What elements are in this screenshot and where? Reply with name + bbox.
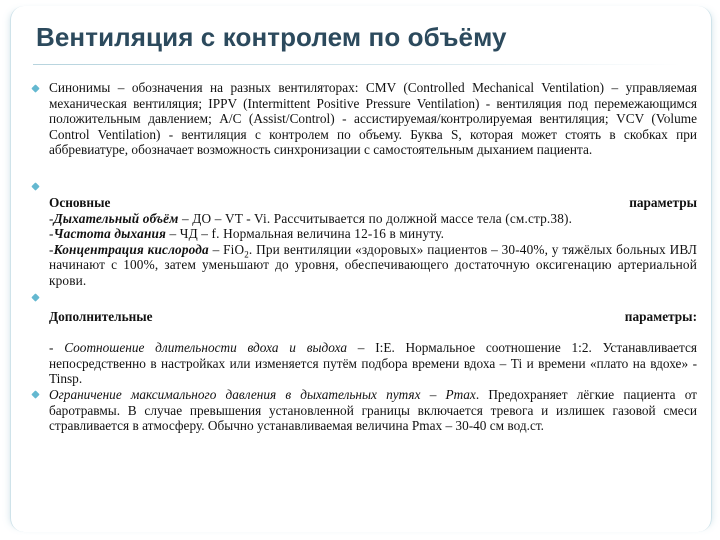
- oxygen-label: Концентрация кислорода: [53, 241, 209, 257]
- extra-params-heading: [49, 309, 697, 325]
- extra-params-heading-right: параметры:: [624, 309, 697, 324]
- bullet-marker: [31, 390, 39, 398]
- synonyms-paragraph: Синонимы – обозначения на разных вентиляторах: CMV (Controlled Mechanical Ventilation) – управляемая механическая вентиляция; IPPV (Intermittent Positive Pressure Ventilation) - вентиляция под перемежающимся положительным давлением; A/C (Assist/Control) - ассистируемая/контролируемая вентиляция; VCV (Volume Control Ventilation) - вентиляция с контролем по объему. Буква S, которая может стоять в скобках при аббревиатуре, обозначает возможность синхронизации с самостоятельным дыханием пациента.: [49, 80, 697, 158]
- main-params-block: [49, 195, 697, 289]
- bullet-marker: [31, 84, 39, 92]
- pressure-label: Ограничение максимального давления в дыхательных путях – Pmax: [49, 387, 476, 402]
- rate-text: – ЧД – f. Нормальная величина 12-16 в минуту.: [169, 226, 445, 242]
- ratio-text: – I:E. Нормальное соотношение 1:2. Устанавливается непосредственно в настройках или изменяется путём подбора времени вдоха – Ti и времени «плато на вдохе» - Tinsp.: [49, 340, 697, 387]
- bullet-marker: [31, 293, 39, 301]
- main-params-heading-right: параметры: [629, 195, 697, 210]
- main-params-heading-left: Основные: [49, 195, 111, 210]
- extra-params-heading-left: Дополнительные: [49, 309, 153, 324]
- rate-label: Частота дыхания: [53, 226, 167, 242]
- ratio-paragraph: - Соотношение длительности вдоха и выдоха – I:E. Нормальное соотношение 1:2. Устанавливается непосредственно в настройках или изменяется путём подбора времени вдоха – Ti и времени «плато на вдохе» - Tinsp.: [49, 340, 697, 387]
- pressure-text: . Предохраняет лёгкие пациента от баротравмы. В случае превышения установленной границы включается тревога и излишек газовой смеси стравливается в атмосферу. Обычно устанавливаемая величина Pmax – 30-40 см вод.ст.: [49, 387, 697, 434]
- oxygen-text-post: . При вентиляции «здоровых» пациентов – 30-40%, у тяжёлых больных ИВЛ начинают с 100%, затем уменьшают до уровня, обеспечивающего достаточную оксигенацию артериальной крови.: [49, 241, 698, 288]
- ratio-label: Соотношение длительности вдоха и выдоха: [64, 340, 347, 355]
- main-params-heading: [49, 195, 697, 211]
- bullet-marker: [31, 182, 39, 190]
- tidal-volume-label: Дыхательный объём: [53, 210, 179, 226]
- oxygen-subscript: 2: [244, 249, 249, 260]
- pressure-paragraph: [49, 387, 697, 434]
- main-params-body: -Дыхательный объём – ДО – VT - Vi. Рассчитывается по должной массе тела (см.стр.38). -Частота дыхания – ЧД – f. Нормальная величина 12-16 в минуту. -Концентрация кислорода – FiO$_2$. При вентиляции «здоровых» пациентов – 30-40%, у тяжёлых больных ИВЛ начинают с 100%, затем уменьшают до уровня, обеспечивающего достаточную оксигенацию артериальной крови.: [49, 210, 698, 288]
- slide-title: Вентиляция с контролем по объёму: [36, 22, 507, 52]
- tidal-volume-text: – ДО – VT - Vi. Рассчитывается по должной массе тела (см.стр.38).: [181, 210, 573, 226]
- oxygen-text-pre: – FiO: [212, 241, 245, 257]
